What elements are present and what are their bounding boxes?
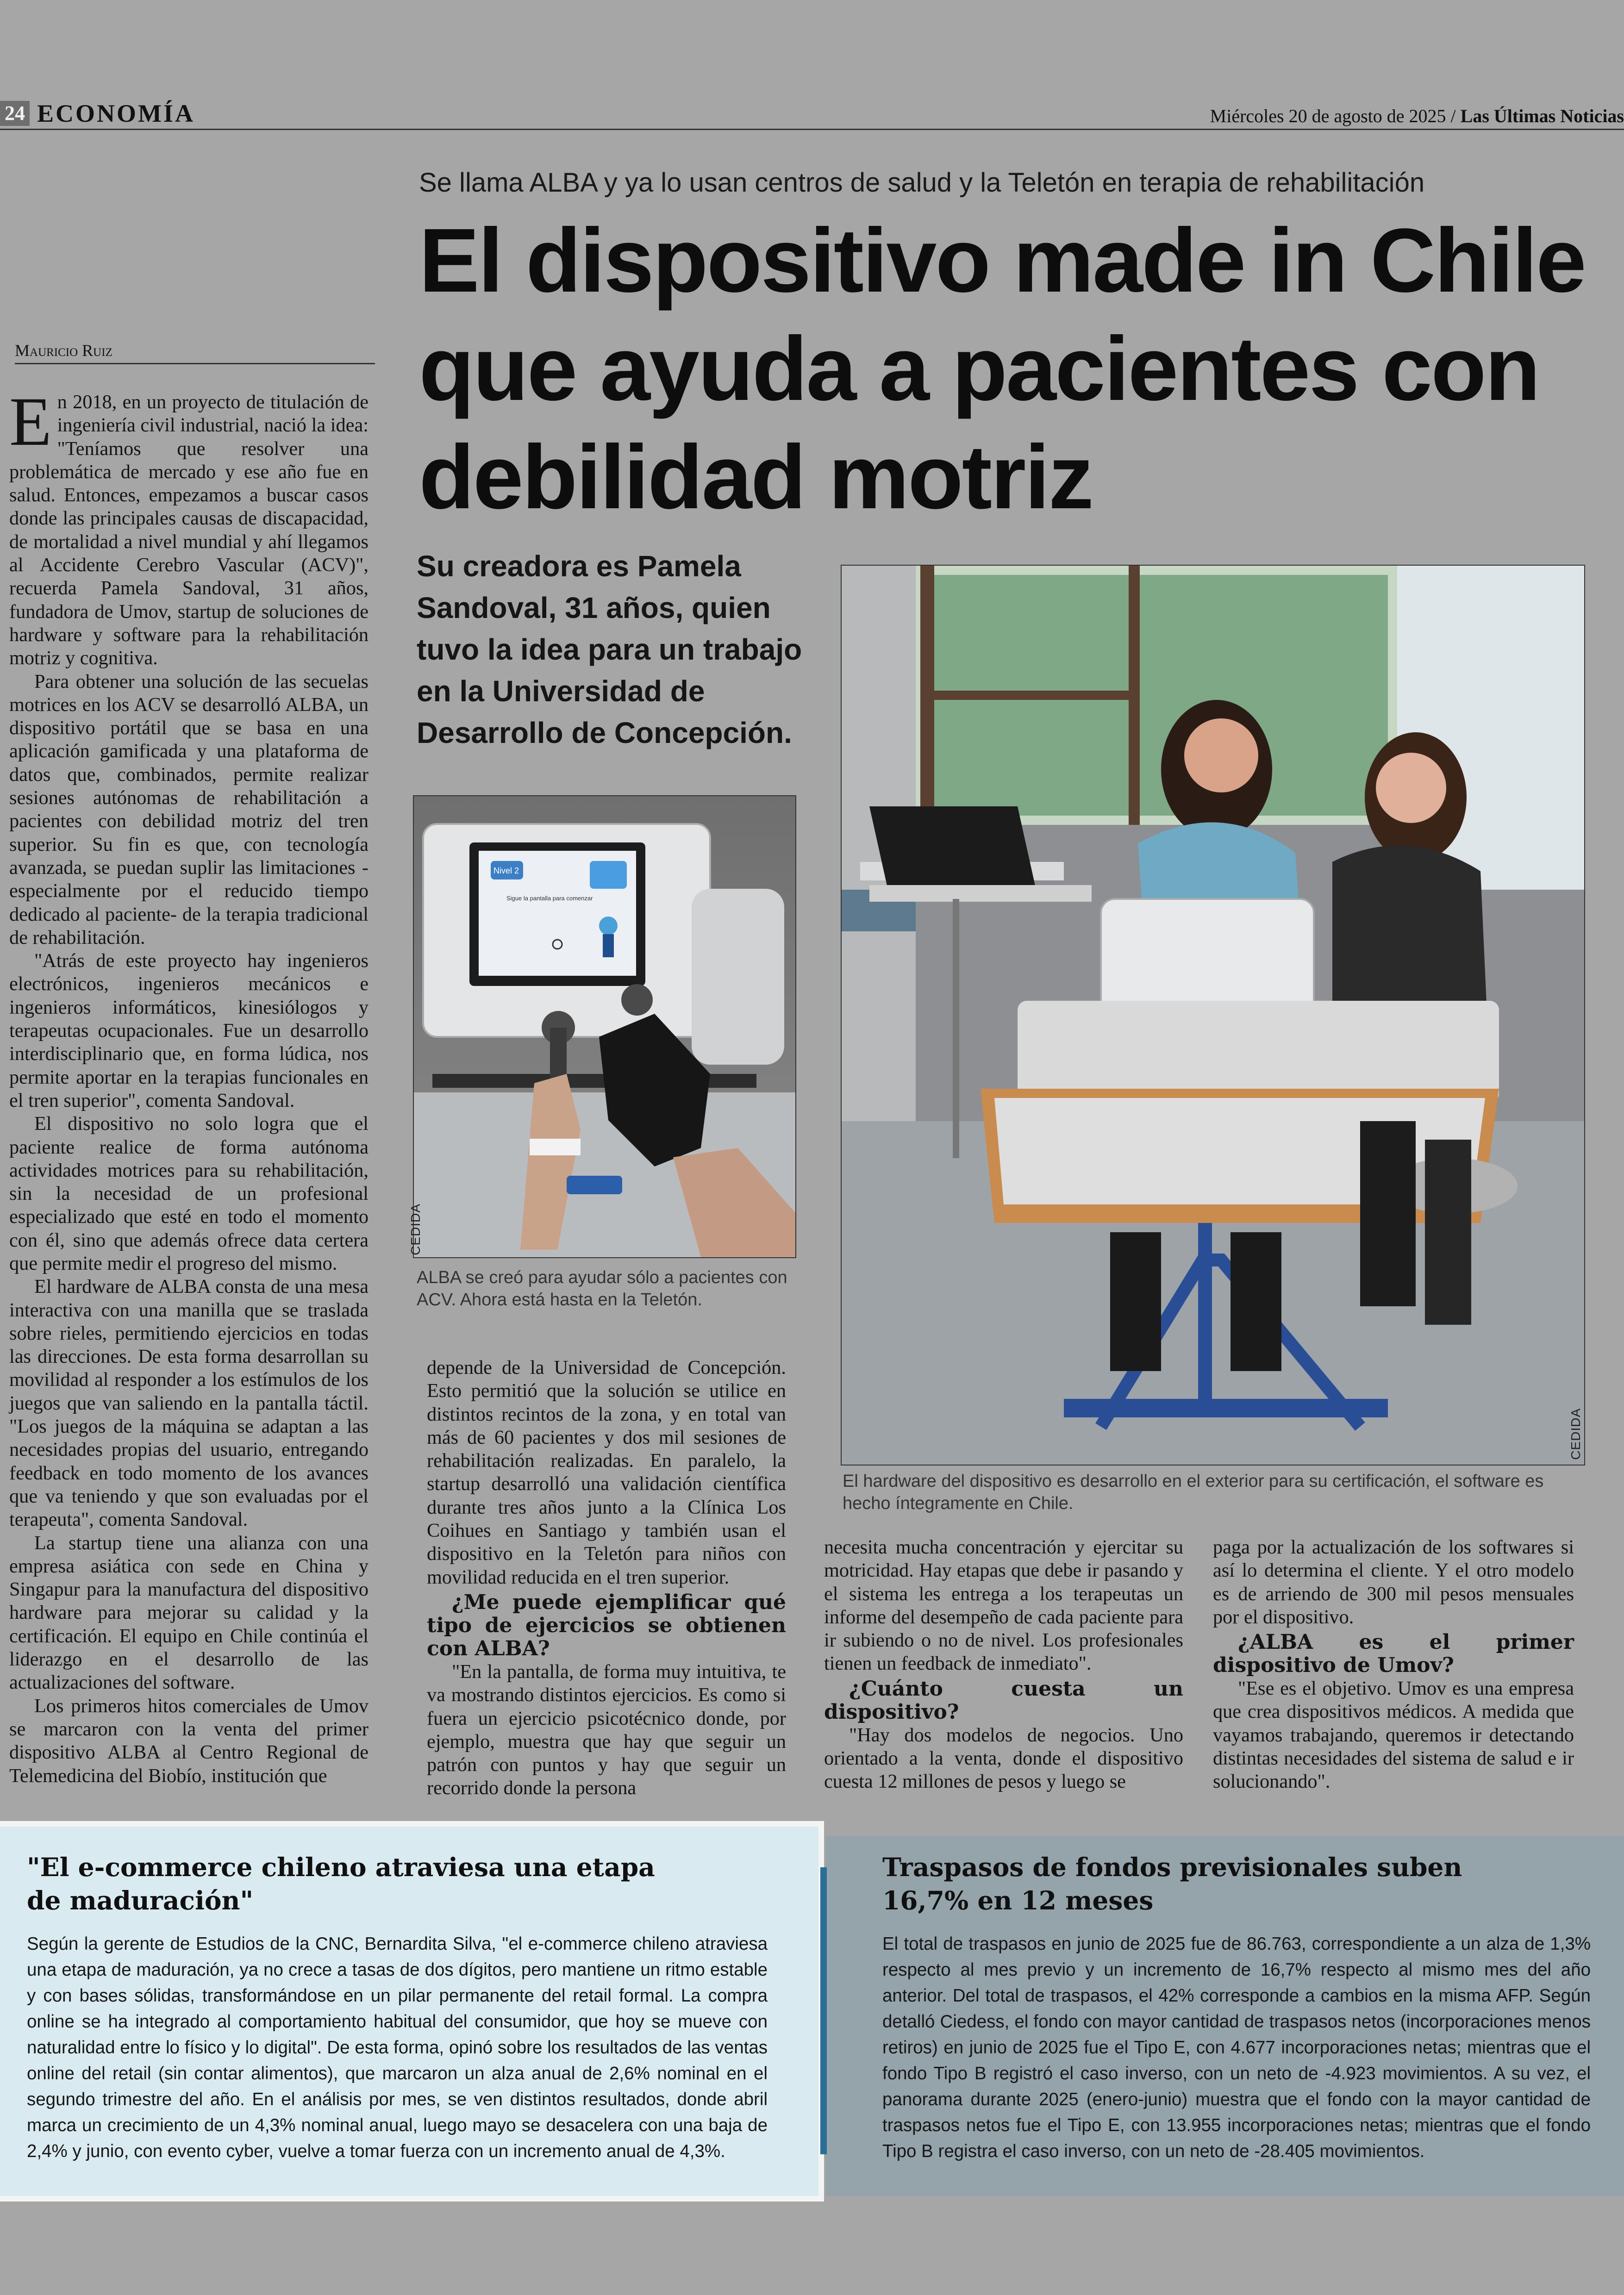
ecommerce-box-title: "El e-commerce chileno atraviesa una etapa de maduración" bbox=[27, 1852, 655, 1915]
article-kicker: Se llama ALBA y ya lo usan centros de salud y la Teletón en terapia de rehabilitación bbox=[419, 168, 1425, 198]
paragraph-text: n 2018, en un proyecto de titulación de ingeniería civil industrial, nació la idea: "Teníamos que resolver una problemática de mercado y ese año fue en salud. Entonces, empezamos a buscar casos donde las principales causas de discapacidad, de mortalidad a nivel mundial y ahí llegamos al Accidente Cerebro Vascular (ACV)", recuerda Pamela Sandoval, 31 años, fundadora de Umov, startup de soluciones de hardware y software para la rehabilitación motriz y cognitiva. bbox=[9, 391, 369, 669]
photo-caption: ALBA se creó para ayudar sólo a pacientes con ACV. Ahora está hasta en la Teletón. bbox=[417, 1268, 787, 1310]
interview-answer: "Ese es el objetivo. Umov es una empresa que crea dispositivos médicos. A medida que vayamos trabajando, queremos ir detectando distintas necesidades del sistema de salud e ir solucionando". bbox=[1213, 1678, 1574, 1793]
device-closeup-illustration bbox=[414, 796, 795, 1257]
article-column-1 bbox=[9, 383, 369, 1788]
section-title: ECONOMÍA bbox=[37, 100, 195, 127]
issue-date: Miércoles 20 de agosto de 2025 bbox=[1210, 106, 1446, 126]
screen-instruction: Sigue la pantalla para comenzar bbox=[506, 895, 593, 902]
photo-credit: CEDIDA bbox=[408, 1204, 423, 1255]
ecommerce-box-body: Según la gerente de Estudios de la CNC, Bernardita Silva, "el e-commerce chileno atraviesa una etapa de maduración, ya no crece a tasas de dos dígitos, pero mantiene un ritmo estable y con bases sólidas, transformándose en un pilar permanente del retail formal. La compra online se ha integrado al comportamiento habitual del consumidor, que hoy se mueve con naturalidad entre lo físico y lo digital". De esta forma, opinó sobre los resultados de las ventas online del retail (sin contar alimentos), que marcaron un alza anual de 2,6% nominal en el segundo trimestre del año. En el análisis por mes, se ven distintos resultados, donde abril marca un crecimiento de un 4,3% nominal anual, luego mayo se desacelera con una baja de 2,4% y junio, con evento cyber, vuelve a tomar fuerza con un incremento anual de 4,3%. bbox=[27, 1934, 768, 2161]
dateline bbox=[1210, 105, 1624, 128]
interview-answer: "En la pantalla, de forma muy intuitiva, te va mostrando distintos ejercicios. Es como si fuera un ejercicio psicotécnico donde, por ejemplo, muestra que hay que seguir un patrón con puntos y hay que seguir un recorrido donde la persona bbox=[427, 1660, 786, 1799]
interview-answer: paga por la actualización de los softwares si así lo determina el cliente. Y el otro modelo es de arriendo de 300 mil pesos mensuales por el dispositivo. bbox=[1213, 1536, 1574, 1628]
interview-answer: necesita mucha concentración y ejercitar su motricidad. Hay etapas que debe ir pasando y el sistema les entrega a los terapeutas un informe del desempeño de cada paciente para ir subiendo o no de nivel. Los profesionales tienen un feedback de inmediato". bbox=[824, 1536, 1183, 1675]
article-column-4 bbox=[1213, 1536, 1574, 1794]
pension-box-title: Traspasos de fondos previsionales suben 16,7% en 12 meses bbox=[882, 1852, 1462, 1915]
interview-answer: "Hay dos modelos de negocios. Uno orientado a la venta, donde el dispositivo cuesta 12 millones de pesos y luego se bbox=[824, 1724, 1183, 1793]
box-accent-bar bbox=[820, 1867, 827, 2154]
article-paragraph: Los primeros hitos comerciales de Umov se marcaron con la venta del primer dispositivo ALBA al Centro Regional de Telemedicina del Biobío, institución que bbox=[9, 1695, 369, 1787]
article-paragraph: depende de la Universidad de Concepción. Esto permitió que la solución se utilice en distintos recintos de la zona, y en total van más de 60 pacientes y dos mil sesiones de rehabilitación realizadas. En paralelo, la startup desarrolló una validación científica durante tres años junto a la Clínica Los Coihues en Santiago y también usan el dispositivo en la Teletón para niños con movilidad reducida en el tren superior. bbox=[427, 1357, 786, 1588]
pension-box-body: El total de traspasos en junio de 2025 fue de 86.763, correspondiente a un alza de 1,3% respecto al mes previo y un incremento de 16,7% respecto al mismo mes del año anterior. Del total de traspasos, el 42% corresponde a cambios en la misma AFP. Según detalló Ciedess, el fondo con mayor cantidad de traspasos netos (incorporaciones menos retiros) en junio de 2025 fue el Tipo E, con 4.677 incorporaciones netas; mientras que el fondo Tipo B registró el caso inverso, con un neto de -4.923 movimientos. A su vez, el panorama durante 2025 (enero-junio) muestra que el fondo con la mayor cantidad de traspasos netos fue el Tipo E, con 13.955 incorporaciones netas; mientras que el fondo Tipo B registra el caso inverso, con un neto de -28.405 movimientos. bbox=[882, 1934, 1591, 2161]
interview-question: ¿Cuánto cuesta un dispositivo? bbox=[824, 1677, 1183, 1724]
article-paragraph: El dispositivo no solo logra que el paciente realice de forma autónoma actividades motrices para su rehabilitación, sin la necesidad de un profesional especializado que esté en todo el momento con él, sino que además ofrece data certera que permite medir el progreso del mismo. bbox=[9, 1113, 369, 1274]
drop-cap: E bbox=[9, 383, 52, 460]
interview-question: ¿ALBA es el primer dispositivo de Umov? bbox=[1213, 1630, 1574, 1678]
article-column-3 bbox=[824, 1536, 1183, 1794]
article-headline: El dispositivo made in Chile que ayuda a pacientes con debilidad motriz bbox=[419, 210, 1585, 528]
interview-question: ¿Me puede ejemplificar qué tipo de ejercicios se obtienen con ALBA? bbox=[427, 1590, 786, 1660]
article-deck: Su creadora es Pamela Sandoval, 31 años, quien tuvo la idea para un trabajo en la Universidad de Desarrollo de Concepción. bbox=[417, 549, 802, 749]
clinic-scene-illustration bbox=[842, 566, 1584, 1465]
device-closeup-photo bbox=[408, 795, 796, 1258]
screen-level-label: Nivel 2 bbox=[493, 866, 519, 875]
dateline-separator: / bbox=[1450, 106, 1456, 126]
article-paragraph: El hardware de ALBA consta de una mesa interactiva con una manilla que se traslada sobre rieles, permitiendo ejercicios en todas las direcciones. De esta forma desarrollan su movilidad al responder a los estímulos de los juegos que van saliendo en la pantalla táctil. "Los juegos de la máquina se adaptan a las necesidades propias del usuario, entregando feedback en todo momento de los avances que va teniendo y que son evaluadas por el terapeuta", comenta Sandoval. bbox=[9, 1276, 369, 1531]
photo-caption: El hardware del dispositivo es desarrollo en el exterior para su certificación, el software es hecho íntegramente en Chile. bbox=[843, 1472, 1544, 1513]
article-paragraph: La startup tiene una alianza con una empresa asiática con sede en China y Singapur para la manufactura del dispositivo hardware para mejorar su calidad y la certificación. El equipo en Chile continúa el liderazgo en el desarrollo de las actualizaciones del software. bbox=[9, 1532, 369, 1694]
page-number: 24 bbox=[0, 101, 30, 126]
article-paragraph: "Atrás de este proyecto hay ingenieros electrónicos, ingenieros mecánicos e ingenieros informáticos, kinesiólogos y terapeutas ocupacionales. Fue un desarrollo interdisciplinario que, en forma lúdica, nos permite aportar en la terapias funcionales en el tren superior", comenta Sandoval. bbox=[9, 950, 369, 1111]
article-byline: Mauricio Ruiz bbox=[15, 341, 375, 364]
publication-name: Las Últimas Noticias bbox=[1460, 106, 1624, 126]
photo-credit: CEDIDA bbox=[1568, 1408, 1583, 1460]
patients-using-alba-photo bbox=[841, 565, 1585, 1466]
header-rule bbox=[0, 129, 1624, 130]
article-paragraph: Para obtener una solución de las secuelas motrices en los ACV se desarrolló ALBA, un dispositivo portátil que se basa en una aplicación gamificada y una plataforma de datos que, combinados, permite realizar sesiones autónomas de rehabilitación a pacientes con debilidad motriz del tren superior. Su fin es que, con tecnología avanzada, se puedan suplir las limitaciones -especialmente por el reducido tiempo dedicado al paciente- de la terapia tradicional de rehabilitación. bbox=[9, 670, 369, 948]
article-paragraph bbox=[9, 383, 369, 670]
article-column-2 bbox=[427, 1356, 786, 1800]
